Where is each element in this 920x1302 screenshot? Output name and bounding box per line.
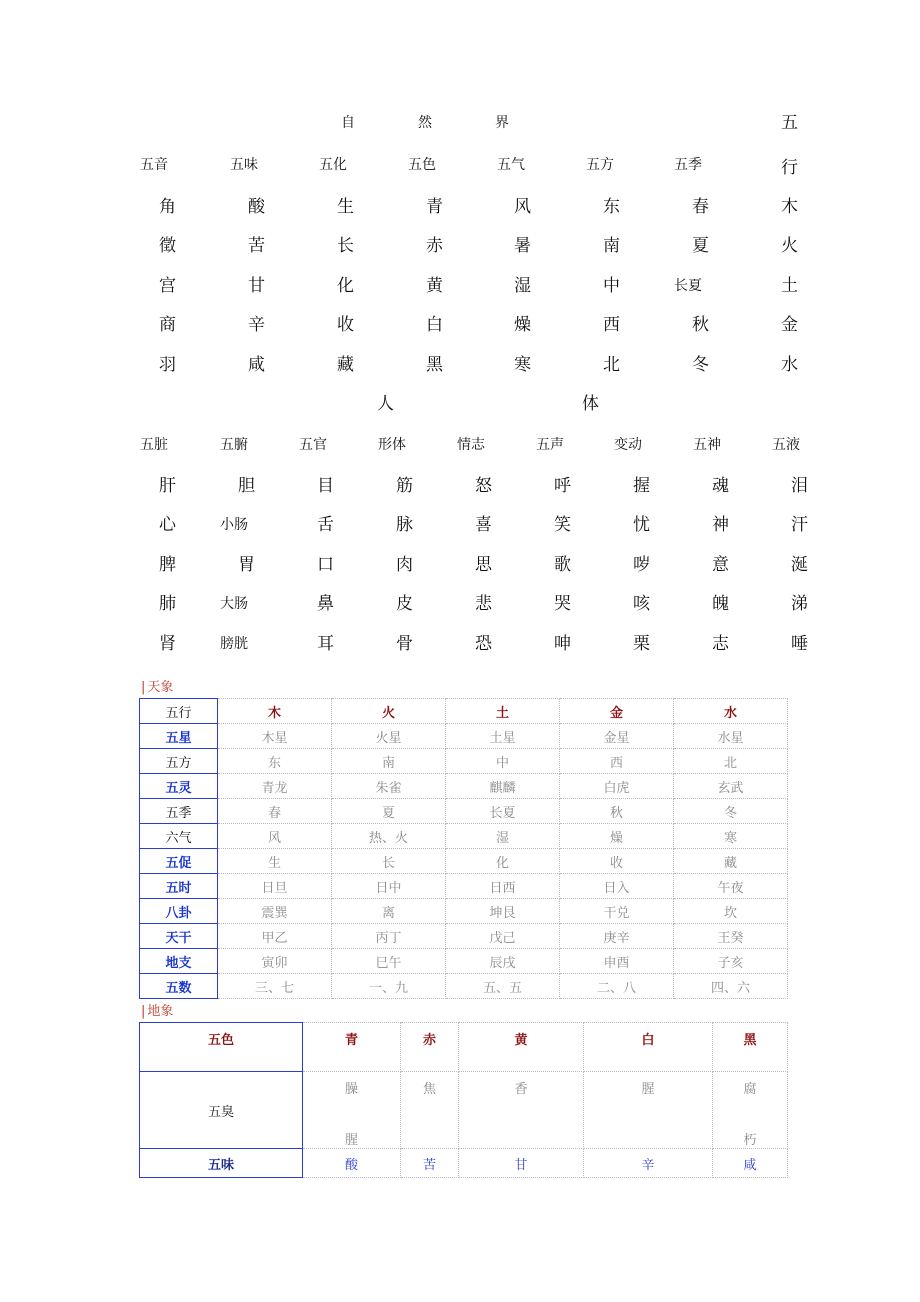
nature-cell: 春 xyxy=(692,197,709,217)
dixiang-taste-cell: 苦 xyxy=(401,1149,459,1178)
tianxiang-cell: 长夏 xyxy=(446,799,560,824)
nature-cell: 苦 xyxy=(248,236,265,256)
tianxiang-cell: 戊己 xyxy=(446,924,560,949)
nature-cell: 金 xyxy=(781,315,798,335)
body-cell: 肉 xyxy=(396,555,413,575)
table-row xyxy=(140,749,788,774)
table-row xyxy=(140,874,788,899)
dixiang-col-3: 白 xyxy=(584,1023,713,1072)
nature-cell: 角 xyxy=(159,197,176,217)
body-cell: 志 xyxy=(712,634,729,654)
nature-title-1: 自 xyxy=(341,115,355,131)
tianxiang-cell: 水星 xyxy=(674,724,788,749)
dixiang-col-2: 黄 xyxy=(459,1023,584,1072)
body-cell: 呻 xyxy=(554,634,571,654)
body-header: 五脏 xyxy=(140,437,168,453)
tianxiang-cell: 麒麟 xyxy=(446,774,560,799)
nature-cell: 中 xyxy=(603,276,620,296)
nature-cell: 湿 xyxy=(514,276,531,296)
dixiang-smell-cell xyxy=(401,1072,459,1149)
table-row xyxy=(140,774,788,799)
nature-title-3: 界 xyxy=(495,115,509,131)
dixiang-taste-label: 五味 xyxy=(140,1149,303,1178)
tianxiang-cell: 木星 xyxy=(218,724,332,749)
tianxiang-cell: 生 xyxy=(218,849,332,874)
tianxiang-cell: 青龙 xyxy=(218,774,332,799)
tianxiang-cell: 东 xyxy=(218,749,332,774)
nature-cell: 商 xyxy=(159,315,176,335)
tianxiang-cell: 秋 xyxy=(560,799,674,824)
body-header: 变动 xyxy=(614,437,642,453)
dixiang-col-4: 黑 xyxy=(713,1023,788,1072)
body-cell: 呼 xyxy=(554,476,571,496)
tianxiang-cell: 收 xyxy=(560,849,674,874)
tianxiang-row-label: 五促 xyxy=(140,849,218,874)
tianxiang-cell: 土星 xyxy=(446,724,560,749)
body-cell: 唾 xyxy=(791,634,808,654)
body-cell: 心 xyxy=(159,515,176,535)
tianxiang-cell: 午夜 xyxy=(674,874,788,899)
tianxiang-section-label: | 天象 xyxy=(141,680,174,695)
table-row xyxy=(140,849,788,874)
smell-top: 臊 xyxy=(344,1082,358,1097)
tianxiang-cell: 辰戌 xyxy=(446,949,560,974)
tianxiang-header-label: 五行 xyxy=(140,699,218,724)
nature-cell: 收 xyxy=(337,315,354,335)
tianxiang-cell: 干兑 xyxy=(560,899,674,924)
table-row xyxy=(140,824,788,849)
nature-cell: 寒 xyxy=(514,355,531,375)
body-cell: 哕 xyxy=(633,555,650,575)
body-cell: 肾 xyxy=(159,634,176,654)
body-cell: 耳 xyxy=(317,634,334,654)
dixiang-section-label: | 地象 xyxy=(141,1004,174,1019)
tianxiang-cell: 热、火 xyxy=(332,824,446,849)
tianxiang-cell: 寒 xyxy=(674,824,788,849)
tianxiang-cell: 朱雀 xyxy=(332,774,446,799)
body-cell: 小肠 xyxy=(220,517,248,533)
tianxiang-col-header: 木 xyxy=(218,699,332,724)
wuxing-title-1: 五 xyxy=(781,113,798,133)
body-cell: 口 xyxy=(317,555,334,575)
table-row xyxy=(140,899,788,924)
body-cell: 胃 xyxy=(238,555,255,575)
body-cell: 筋 xyxy=(396,476,413,496)
nature-cell: 暑 xyxy=(514,236,531,256)
smell-bottom: 朽 xyxy=(743,1133,757,1148)
nature-cell: 黑 xyxy=(426,355,443,375)
body-cell: 鼻 xyxy=(317,594,334,614)
tianxiang-cell: 燥 xyxy=(560,824,674,849)
tianxiang-cell: 离 xyxy=(332,899,446,924)
body-header: 五液 xyxy=(772,437,800,453)
nature-cell: 夏 xyxy=(692,236,709,256)
nature-cell: 北 xyxy=(603,355,620,375)
section-bar-icon: | xyxy=(141,1004,146,1019)
nature-cell: 风 xyxy=(514,197,531,217)
body-cell: 歌 xyxy=(554,555,571,575)
tianxiang-cell: 玄武 xyxy=(674,774,788,799)
tianxiang-row-label: 五方 xyxy=(140,749,218,774)
table-row xyxy=(140,924,788,949)
nature-header: 五化 xyxy=(319,157,347,173)
nature-header: 五音 xyxy=(140,157,168,173)
nature-header: 五气 xyxy=(497,157,525,173)
smell-bottom: 腥 xyxy=(344,1133,358,1148)
nature-cell: 东 xyxy=(603,197,620,217)
nature-cell: 咸 xyxy=(248,355,265,375)
dixiang-col-1: 赤 xyxy=(401,1023,459,1072)
nature-header: 五味 xyxy=(230,157,258,173)
nature-cell: 徵 xyxy=(159,236,176,256)
tianxiang-cell: 巳午 xyxy=(332,949,446,974)
tianxiang-cell: 三、七 xyxy=(218,974,332,999)
body-cell: 皮 xyxy=(396,594,413,614)
body-title-2: 体 xyxy=(582,394,599,414)
nature-cell: 白 xyxy=(426,315,443,335)
body-cell: 膀胱 xyxy=(220,636,248,652)
tianxiang-col-header: 土 xyxy=(446,699,560,724)
tianxiang-cell: 南 xyxy=(332,749,446,774)
tianxiang-cell: 坎 xyxy=(674,899,788,924)
tianxiang-cell: 火星 xyxy=(332,724,446,749)
tianxiang-cell: 湿 xyxy=(446,824,560,849)
body-cell: 魄 xyxy=(712,594,729,614)
tianxiang-row-label: 五季 xyxy=(140,799,218,824)
nature-cell: 土 xyxy=(781,276,798,296)
body-cell: 笑 xyxy=(554,515,571,535)
nature-cell: 长夏 xyxy=(674,278,702,294)
tianxiang-cell: 丙丁 xyxy=(332,924,446,949)
tianxiang-row-label: 五灵 xyxy=(140,774,218,799)
smell-top: 腐 xyxy=(743,1082,757,1097)
tianxiang-cell: 甲乙 xyxy=(218,924,332,949)
tianxiang-cell: 金星 xyxy=(560,724,674,749)
tianxiang-cell: 日西 xyxy=(446,874,560,899)
smell-top: 腥 xyxy=(641,1082,655,1097)
body-cell: 脾 xyxy=(159,555,176,575)
body-cell: 意 xyxy=(712,555,729,575)
tianxiang-cell: 长 xyxy=(332,849,446,874)
tianxiang-col-header: 金 xyxy=(560,699,674,724)
body-cell: 恐 xyxy=(475,634,492,654)
table-row xyxy=(140,974,788,999)
tianxiang-cell: 日入 xyxy=(560,874,674,899)
body-cell: 目 xyxy=(317,476,334,496)
nature-cell: 酸 xyxy=(248,197,265,217)
dixiang-col-0: 青 xyxy=(303,1023,401,1072)
table-row xyxy=(140,699,788,724)
wuxing-title-2: 行 xyxy=(781,158,798,178)
body-cell: 涎 xyxy=(791,555,808,575)
body-cell: 骨 xyxy=(396,634,413,654)
tianxiang-cell: 寅卯 xyxy=(218,949,332,974)
nature-header: 五色 xyxy=(408,157,436,173)
smell-top: 焦 xyxy=(422,1082,436,1097)
table-row xyxy=(140,724,788,749)
nature-cell: 羽 xyxy=(159,355,176,375)
nature-cell: 木 xyxy=(781,197,798,217)
tianxiang-row-label: 五数 xyxy=(140,974,218,999)
tianxiang-row-label: 八卦 xyxy=(140,899,218,924)
body-cell: 肝 xyxy=(159,476,176,496)
table-row xyxy=(140,799,788,824)
dixiang-smell-cell xyxy=(713,1072,788,1149)
body-cell: 栗 xyxy=(633,634,650,654)
tianxiang-col-header: 火 xyxy=(332,699,446,724)
tianxiang-cell: 冬 xyxy=(674,799,788,824)
tianxiang-cell: 震巽 xyxy=(218,899,332,924)
body-cell: 悲 xyxy=(475,594,492,614)
body-cell: 喜 xyxy=(475,515,492,535)
tianxiang-cell: 化 xyxy=(446,849,560,874)
nature-cell: 甘 xyxy=(248,276,265,296)
tianxiang-cell: 西 xyxy=(560,749,674,774)
body-header: 五官 xyxy=(299,437,327,453)
body-title-1: 人 xyxy=(377,394,394,414)
tianxiang-cell: 藏 xyxy=(674,849,788,874)
tianxiang-cell: 风 xyxy=(218,824,332,849)
nature-cell: 燥 xyxy=(514,315,531,335)
tianxiang-row-label: 六气 xyxy=(140,824,218,849)
tianxiang-cell: 王癸 xyxy=(674,924,788,949)
body-cell: 怒 xyxy=(475,476,492,496)
table-row xyxy=(140,949,788,974)
nature-cell: 生 xyxy=(337,197,354,217)
body-cell: 胆 xyxy=(238,476,255,496)
body-header: 情志 xyxy=(457,437,485,453)
body-cell: 脉 xyxy=(396,515,413,535)
tianxiang-cell: 坤艮 xyxy=(446,899,560,924)
section-bar-icon: | xyxy=(141,680,146,695)
nature-cell: 藏 xyxy=(337,355,354,375)
nature-cell: 赤 xyxy=(426,236,443,256)
dixiang-header-label: 五色 xyxy=(140,1023,303,1072)
dixiang-taste-cell: 辛 xyxy=(584,1149,713,1178)
nature-cell: 南 xyxy=(603,236,620,256)
tianxiang-cell: 一、九 xyxy=(332,974,446,999)
body-header: 五声 xyxy=(536,437,564,453)
tianxiang-cell: 白虎 xyxy=(560,774,674,799)
dixiang-smell-cell xyxy=(584,1072,713,1149)
tianxiang-cell: 申酉 xyxy=(560,949,674,974)
smell-top: 香 xyxy=(514,1082,528,1097)
dixiang-smell-label: 五臭 xyxy=(140,1072,303,1149)
nature-cell: 宫 xyxy=(159,276,176,296)
nature-cell: 辛 xyxy=(248,315,265,335)
body-cell: 魂 xyxy=(712,476,729,496)
tianxiang-cell: 四、六 xyxy=(674,974,788,999)
body-header: 形体 xyxy=(378,437,406,453)
body-cell: 思 xyxy=(475,555,492,575)
tianxiang-cell: 子亥 xyxy=(674,949,788,974)
body-header: 五神 xyxy=(693,437,721,453)
nature-cell: 秋 xyxy=(692,315,709,335)
nature-cell: 化 xyxy=(337,276,354,296)
tianxiang-row-label: 天干 xyxy=(140,924,218,949)
nature-cell: 水 xyxy=(781,355,798,375)
dixiang-taste-cell: 咸 xyxy=(713,1149,788,1178)
tianxiang-cell: 北 xyxy=(674,749,788,774)
body-cell: 大肠 xyxy=(220,596,248,612)
tianxiang-col-header: 水 xyxy=(674,699,788,724)
tianxiang-cell: 五、五 xyxy=(446,974,560,999)
body-cell: 神 xyxy=(712,515,729,535)
dixiang-taste-cell: 酸 xyxy=(303,1149,401,1178)
tianxiang-cell: 中 xyxy=(446,749,560,774)
dixiang-smell-cell xyxy=(303,1072,401,1149)
body-cell: 舌 xyxy=(317,515,334,535)
nature-cell: 黄 xyxy=(426,276,443,296)
body-cell: 哭 xyxy=(554,594,571,614)
body-header: 五腑 xyxy=(220,437,248,453)
tianxiang-cell: 庚辛 xyxy=(560,924,674,949)
nature-title-2: 然 xyxy=(418,115,432,131)
dixiang-table xyxy=(139,1022,788,1178)
nature-cell: 青 xyxy=(426,197,443,217)
body-cell: 握 xyxy=(633,476,650,496)
tianxiang-row-label: 五时 xyxy=(140,874,218,899)
dixiang-smell-cell xyxy=(459,1072,584,1149)
nature-header: 五季 xyxy=(674,157,702,173)
body-cell: 涕 xyxy=(791,594,808,614)
tianxiang-cell: 日旦 xyxy=(218,874,332,899)
tianxiang-cell: 春 xyxy=(218,799,332,824)
nature-cell: 长 xyxy=(337,236,354,256)
tianxiang-cell: 二、八 xyxy=(560,974,674,999)
tianxiang-row-label: 地支 xyxy=(140,949,218,974)
tianxiang-table xyxy=(139,698,788,999)
body-cell: 肺 xyxy=(159,594,176,614)
tianxiang-cell: 日中 xyxy=(332,874,446,899)
nature-cell: 西 xyxy=(603,315,620,335)
dixiang-taste-cell: 甘 xyxy=(459,1149,584,1178)
nature-cell: 火 xyxy=(781,236,798,256)
body-cell: 忧 xyxy=(633,515,650,535)
body-cell: 汗 xyxy=(791,515,808,535)
tianxiang-row-label: 五星 xyxy=(140,724,218,749)
body-cell: 泪 xyxy=(791,476,808,496)
nature-header: 五方 xyxy=(586,157,614,173)
nature-cell: 冬 xyxy=(692,355,709,375)
tianxiang-cell: 夏 xyxy=(332,799,446,824)
body-cell: 咳 xyxy=(633,594,650,614)
